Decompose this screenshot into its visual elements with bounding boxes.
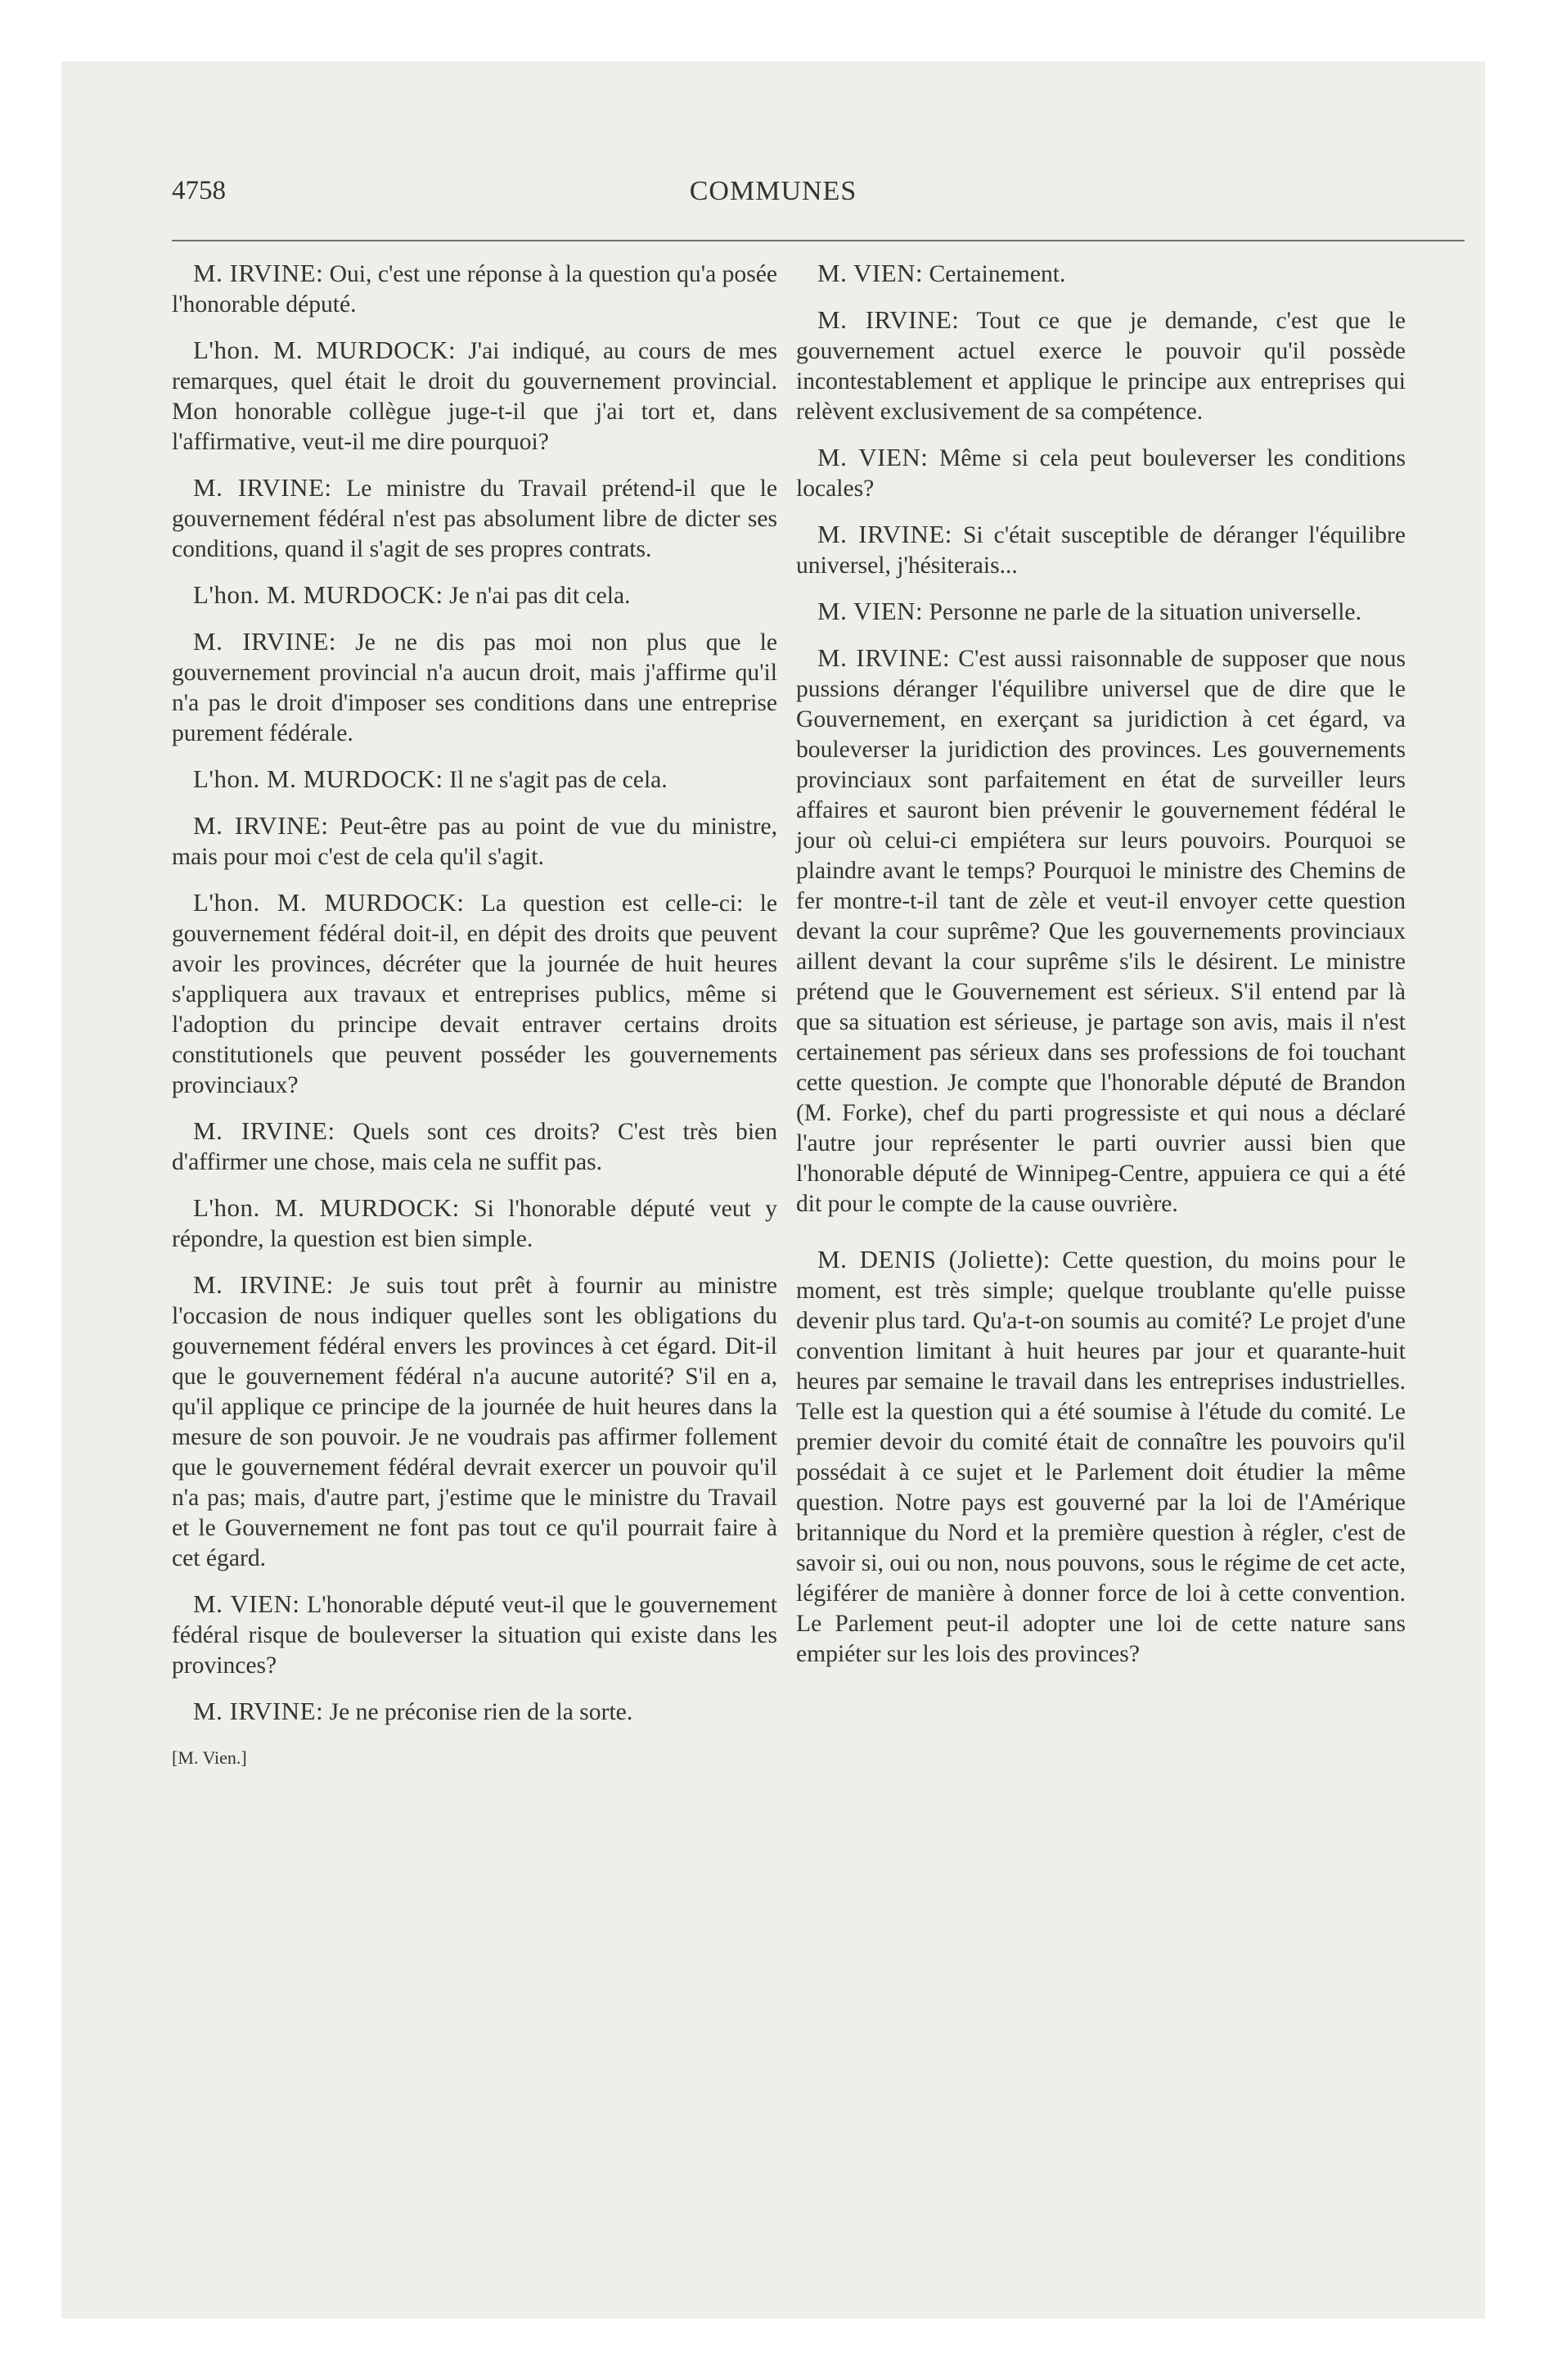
speaker: M. IRVINE: xyxy=(193,473,332,502)
speech: Si l'honorable député veut y répondre, la question est bien simple. xyxy=(172,1196,777,1252)
running-title: COMMUNES xyxy=(689,176,857,206)
paragraph xyxy=(172,887,777,1101)
paragraph xyxy=(796,442,1406,504)
speech: Je ne préconise rien de la sorte. xyxy=(323,1699,633,1725)
speaker: M. IRVINE: xyxy=(193,1116,335,1145)
speaker: M. IRVINE: xyxy=(817,520,952,548)
paragraph xyxy=(172,1116,777,1178)
speech: Je suis tout prêt à fournir au ministre l'occasion de nous indiquer quelles sont les obligations du gouvernement fédéral envers les provinces à cet égard. Dit-il que le gouvernement fédéral n'a aucune autorité? S'il en a, qu'il applique ce principe de la journée de huit heures dans la mesure de son pouvoir. Je ne voudrais pas affirmer follement que le gouvernement fédéral devrait exercer un pouvoir qu'il n'a pas; mais, d'autre part, j'estime que le ministre du Travail et le Gouvernement ne font pas tout ce qu'il pourrait faire à cet égard. xyxy=(172,1273,777,1571)
paragraph xyxy=(796,642,1406,1219)
header-rule xyxy=(172,240,1465,241)
speaker: M. IRVINE: xyxy=(193,1270,334,1299)
speaker: M. IRVINE: xyxy=(193,259,324,287)
speech: Il ne s'agit pas de cela. xyxy=(443,767,668,793)
paragraph xyxy=(172,472,777,565)
paragraph xyxy=(172,626,777,749)
right-column xyxy=(796,258,1406,1684)
speech: Je n'ai pas dit cela. xyxy=(443,583,631,609)
speaker: L'hon. M. MURDOCK: xyxy=(193,1193,460,1222)
speech: Personne ne parle de la situation universelle. xyxy=(923,599,1361,625)
speech: Cette question, du moins pour le moment, est très simple; quelque troublante qu'elle puisse devenir plus tard. Qu'a-t-on soumis au comité? Le projet d'une convention limitant à huit heures par jour et quarante-huit heures par semaine le travail dans les entreprises industrielles. Telle est la question qui a été soumise à l'étude du comité. Le premier devoir du comité était de connaître les pouvoirs qu'il possédait à ce sujet et le Parlement doit étudier la même question. Notre pays est gouverné par la loi de l'Amérique britannique du Nord et la première question à régler, c'est de savoir si, oui ou non, nous pouvons, sous le régime de cet acte, légiférer de manière à donner force de loi à cette convention. Le Parlement peut-il adopter une loi de cette nature sans empiéter sur les lois des provinces? xyxy=(796,1247,1406,1667)
paragraph xyxy=(172,1269,777,1574)
speaker: L'hon. M. MURDOCK: xyxy=(193,764,443,793)
speaker: M. IRVINE: xyxy=(193,1697,324,1725)
speech: Je ne dis pas moi non plus que le gouvernement provincial n'a aucun droit, mais j'affirme qu'il n'a pas le droit d'imposer ses conditions dans une entreprise purement fédérale. xyxy=(172,629,777,746)
paragraph xyxy=(796,304,1406,427)
paragraph xyxy=(796,596,1406,628)
speaker: M. IRVINE: xyxy=(193,811,329,840)
speech: Quels sont ces droits? C'est très bien d'affirmer une chose, mais cela ne suffit pas. xyxy=(172,1119,777,1175)
paragraph xyxy=(796,519,1406,581)
paragraph xyxy=(172,1589,777,1681)
speaker: M. VIEN: xyxy=(817,443,929,471)
speaker: M. IRVINE: xyxy=(817,643,951,672)
left-column xyxy=(172,258,777,1773)
speech: J'ai indiqué, au cours de mes remarques, quel était le droit du gouvernement provincial. Mon honorable collègue juge-t-il que j'ai tort et, dans l'affirmative, veut-il me dire pourquoi? xyxy=(172,338,777,455)
speaker: M. VIEN: xyxy=(817,259,924,287)
paragraph xyxy=(172,764,777,796)
speech: Même si cela peut bouleverser les conditions locales? xyxy=(796,445,1406,502)
paragraph xyxy=(172,1192,777,1255)
paragraph xyxy=(172,810,777,872)
speaker: L'hon. M. MURDOCK: xyxy=(193,336,457,364)
footer-reference: [M. Vien.] xyxy=(172,1747,247,1768)
paragraph xyxy=(172,335,777,458)
scanned-page xyxy=(61,61,1485,2319)
speech: L'honorable député veut-il que le gouvernement fédéral risque de bouleverser la situation qui existe dans les provinces? xyxy=(172,1592,777,1679)
speaker: M. DENIS (Joliette): xyxy=(817,1245,1051,1273)
paragraph xyxy=(796,1244,1406,1670)
paragraph xyxy=(796,258,1406,290)
paragraph xyxy=(172,1696,777,1728)
speech: La question est celle-ci: le gouvernement fédéral doit-il, en dépit des droits que peuvent avoir les provinces, décréter que la journée de huit heures s'appliquera aux travaux et entreprises publics, même si l'adoption du principe devait entraver certains droits constitutionels que peuvent posséder les gouvernements provinciaux? xyxy=(172,890,777,1098)
speech: Peut-être pas au point de vue du ministre, mais pour moi c'est de cela qu'il s'agit. xyxy=(172,814,777,870)
speech: Le ministre du Travail prétend-il que le gouvernement fédéral n'est pas absolument libre de dicter ses conditions, quand il s'agit de ses propres contrats. xyxy=(172,476,778,562)
speech: Si c'était susceptible de déranger l'équilibre universel, j'hésiterais... xyxy=(796,522,1406,579)
speaker: M. IRVINE: xyxy=(193,627,337,656)
speaker: L'hon. M. MURDOCK: xyxy=(193,888,465,917)
paragraph xyxy=(172,579,777,611)
page-number: 4758 xyxy=(172,176,226,205)
paragraph xyxy=(172,258,777,320)
speaker: M. VIEN: xyxy=(817,597,924,625)
speaker: L'hon. M. MURDOCK: xyxy=(193,580,443,609)
speech: Oui, c'est une réponse à la question qu'a posée l'honorable député. xyxy=(172,261,777,318)
speaker: M. IRVINE: xyxy=(817,305,960,334)
speech: Tout ce que je demande, c'est que le gouvernement actuel exerce le pouvoir qu'il possède incontestablement et applique le principe aux entreprises qui relèvent exclusivement de sa compétence. xyxy=(796,308,1406,425)
speaker: M. VIEN: xyxy=(193,1589,300,1618)
speech: C'est aussi raisonnable de supposer que nous pussions déranger l'équilibre universel que de dire que le Gouvernement, en exerçant sa juridiction à cet égard, va bouleverser la juridiction des provinces. Les gouvernements provinciaux sont parfaitement en état de surveiller leurs affaires et sauront bien prévenir le gouvernement fédéral le jour où celui-ci empiétera sur leurs pouvoirs. Pourquoi se plaindre avant le temps? Pourquoi le ministre des Chemins de fer montre-t-il tant de zèle et veut-il envoyer cette question devant la cour suprême? Que les gouvernements provinciaux aillent devant la cour suprême s'ils le désirent. Le ministre prétend que le Gouvernement est sérieux. S'il entend par là que sa situation est sérieuse, je partage son avis, mais il n'est certainement pas sérieux dans ses professions de foi touchant cette question. Je compte que l'honorable député de Brandon (M. Forke), chef du parti progressiste et qui nous a déclaré l'autre jour représenter le parti ouvrier aussi bien que l'honorable député de Winnipeg-Centre, appuiera ce qui a été dit pour le compte de la cause ouvrière. xyxy=(796,646,1406,1217)
speech: Certainement. xyxy=(923,261,1066,287)
